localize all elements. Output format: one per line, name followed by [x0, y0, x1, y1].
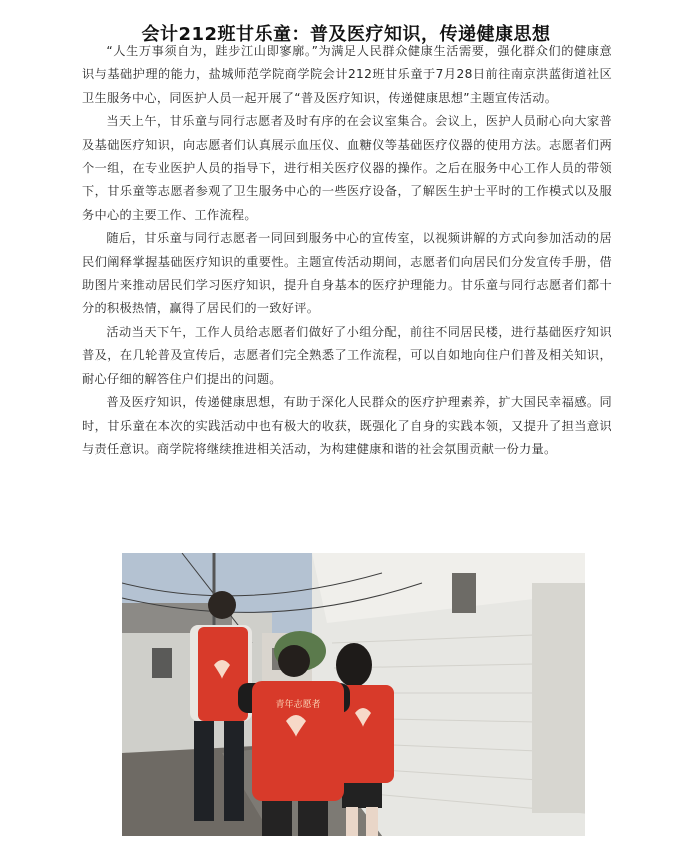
paragraph-2: 当天上午，甘乐童与同行志愿者及时有序的在会议室集合。会议上，医护人员耐心向大家普及基础医疗知识，向志愿者们认真展示血压仪、血糖仪等基础医疗仪器的使用方法。志愿者们两个一组，在专业医护人员的指导下，进行相关医疗仪器的操作。之后在服务中心工作人员的带领下，甘乐童等志愿者参观了卫生服务中心的一些医疗设备，了解医生护士平时的工作模式以及服务中心的主要工作、工作流程。	[82, 114, 612, 222]
photo-illustration	[122, 553, 585, 836]
paragraph-3: 随后，甘乐童与同行志愿者一同回到服务中心的宣传室，以视频讲解的方式向参加活动的居民们阐释掌握基础医疗知识的重要性。主题宣传活动期间，志愿者们向居民们分发宣传手册，借助图片来推动居民们学习医疗知识，提升自身基本的医疗护理能力。甘乐童与同行志愿者们都十分的积极热情，赢得了居民们的一致好评。	[82, 231, 612, 316]
vest-label: 青年志愿者	[275, 700, 321, 710]
paragraph-5: 普及医疗知识，传递健康思想，有助于深化人民群众的医疗护理素养，扩大国民幸福感。同时，甘乐童在本次的实践活动中也有极大的收获，既强化了自身的实践本领，又提升了担当意识与责任意识。商学院将继续推进相关活动，为构建健康和谐的社会氛围贡献一份力量。	[82, 395, 612, 456]
article-title: 会计212班甘乐童：普及医疗知识，传递健康思想	[141, 24, 551, 46]
paragraph-1: “人生万事须自为，跬步江山即寥廓。”为满足人民群众健康生活需要，强化群众们的健康意识与基础护理的能力，盐城师范学院商学院会计212班甘乐童于7月28日前往南京洪蓝街道社区卫生服务中心，同医护人员一起开展了“普及医疗知识，传递健康思想”主题宣传活动。	[82, 44, 612, 105]
paragraph-4: 活动当天下午，工作人员给志愿者们做好了小组分配，前往不同居民楼，进行基础医疗知识普及，在几轮普及宣传后，志愿者们完全熟悉了工作流程，可以自如地向住户们普及相关知识，耐心仔细的解答住户们提出的问题。	[82, 324, 612, 386]
volunteers-photo	[122, 553, 585, 836]
article-body	[82, 40, 612, 461]
